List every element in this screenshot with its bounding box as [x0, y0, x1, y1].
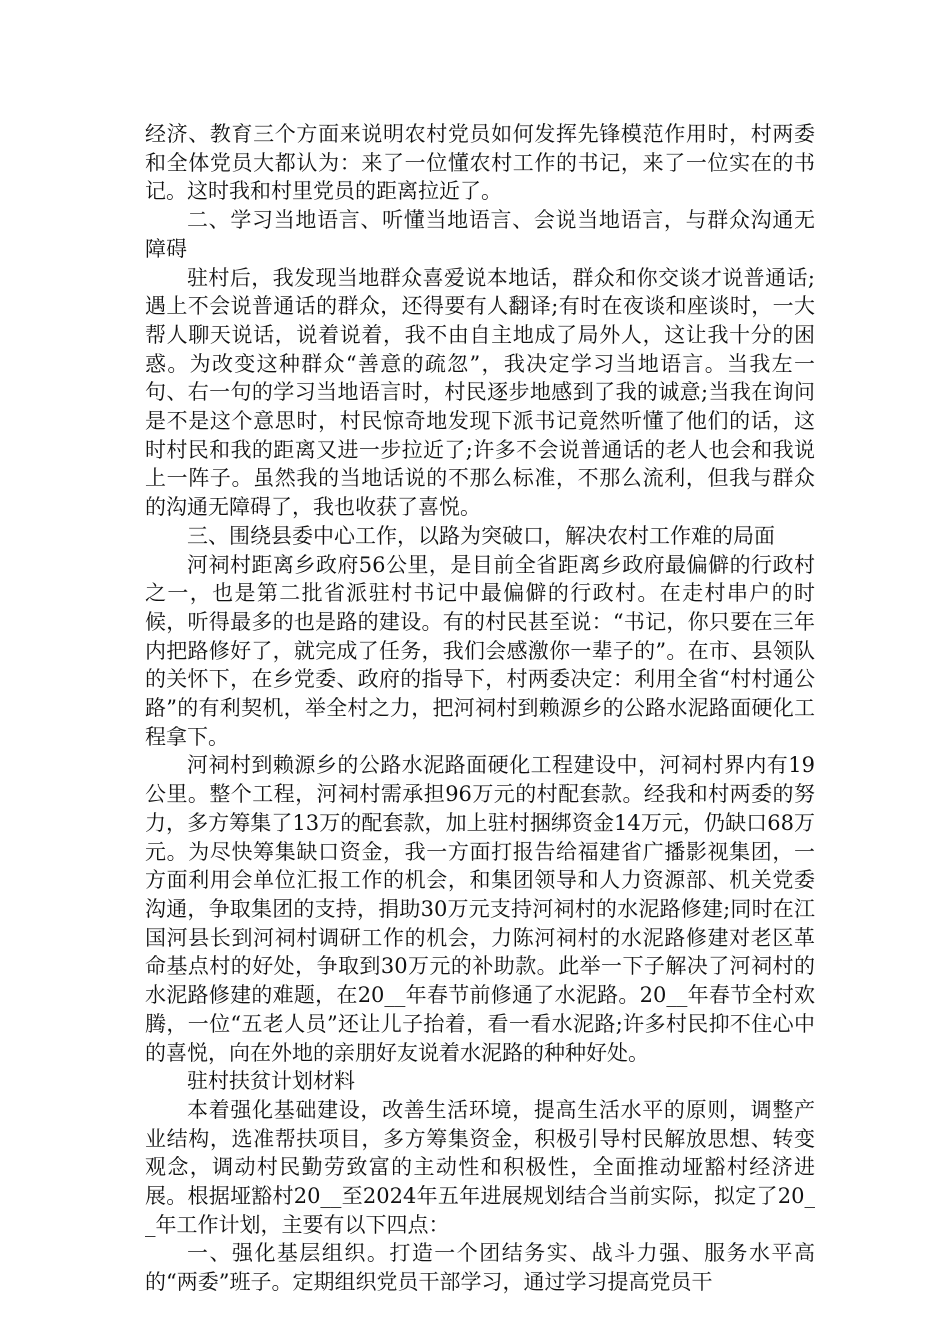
section-heading-road: 三、围绕县委中心工作，以路为突破口，解决农村工作难的局面 — [187, 523, 775, 548]
section-heading-language: 二、学习当地语言、听懂当地语言、会说当地语言，与群众沟通无障碍 — [145, 208, 815, 261]
paragraph-language: 驻村后，我发现当地群众喜爱说本地话，群众和你交谈才说普通话;遇上不会说普通话的群众，还得要有人翻译;有时在夜谈和座谈时，一大帮人聊天说话，说着说着，我不由自主地成了局外人，这让我十分的困惑。为改变这种群众“善意的疏忽”，我决定学习当地语言。当我左一句、右一句的学习当地语言时，村民逐步地感到了我的诚意;当我在询问是不是这个意思时，村民惊奇地发现下派书记竟然听懂了他们的话，这时村民和我的距离又进一步拉近了;许多不会说普通话的老人也会和我说上一阵子。虽然我的当地话说的不那么标准，不那么流利，但我与群众的沟通无障碍了，我也收获了喜悦。 — [145, 265, 815, 520]
paragraph-intro-continued: 经济、教育三个方面来说明农村党员如何发挥先锋模范作用时，村两委和全体党员大都认为：来了一位懂农村工作的书记，来了一位实在的书记。这时我和村里党员的距离拉近了。 — [145, 122, 815, 204]
paragraph-road-background: 河祠村距离乡政府56公里，是目前全省距离乡政府最偏僻的行政村之一，也是第二批省派驻村书记中最偏僻的行政村。在走村串户的时候，听得最多的也是路的建设。有的村民甚至说：“书记，你只要在三年内把路修好了，就完成了任务，我们会感激你一辈子的”。在市、县领队的关怀下，在乡党委、政府的指导下，村两委决定：利用全省“村村通公路”的有利契机，举全村之力，把河祠村到赖源乡的公路水泥路面硬化工程拿下。 — [145, 552, 815, 749]
document-page — [145, 120, 815, 1297]
document-subtitle: 驻村扶贫计划材料 — [187, 1069, 355, 1094]
paragraph-road-funding: 河祠村到赖源乡的公路水泥路面硬化工程建设中，河祠村界内有19公里。整个工程，河祠村需承担96万元的村配套款。经我和村两委的努力，多方筹集了13万的配套款，加上驻村捆绑资金14万元，仍缺口68万元。为尽快筹集缺口资金，我一方面打报告给福建省广播影视集团，一方面利用会单位汇报工作的机会，和集团领导和人力资源部、机关党委沟通，争取集团的支持，捐助30万元支持河祠村的水泥路修建;同时在江国河县长到河祠村调研工作的机会，力陈河祠村的水泥路修建对老区革命基点村的好处，争取到30万元的补助款。此举一下子解决了河祠村的水泥路修建的难题，在20__年春节前修通了水泥路。20__年春节全村欢腾，一位“五老人员”还让儿子抬着，看一看水泥路;许多村民抑不住心中的喜悦，向在外地的亲朋好友说着水泥路的种种好处。 — [145, 753, 815, 1065]
paragraph-plan-item-1: 一、强化基层组织。打造一个团结务实、战斗力强、服务水平高的“两委”班子。定期组织党员干部学习，通过学习提高党员干 — [145, 1241, 815, 1295]
paragraph-plan-intro: 本着强化基础建设，改善生活环境，提高生活水平的原则，调整产业结构，选准帮扶项目，多方筹集资金，积极引导村民解放思想、转变观念，调动村民勤劳致富的主动性和积极性，全面推动垭豁村经济进展。根据垭豁村20__至2024年五年进展规划结合当前实际，拟定了20__年工作计划，主要有以下四点： — [145, 1097, 815, 1237]
